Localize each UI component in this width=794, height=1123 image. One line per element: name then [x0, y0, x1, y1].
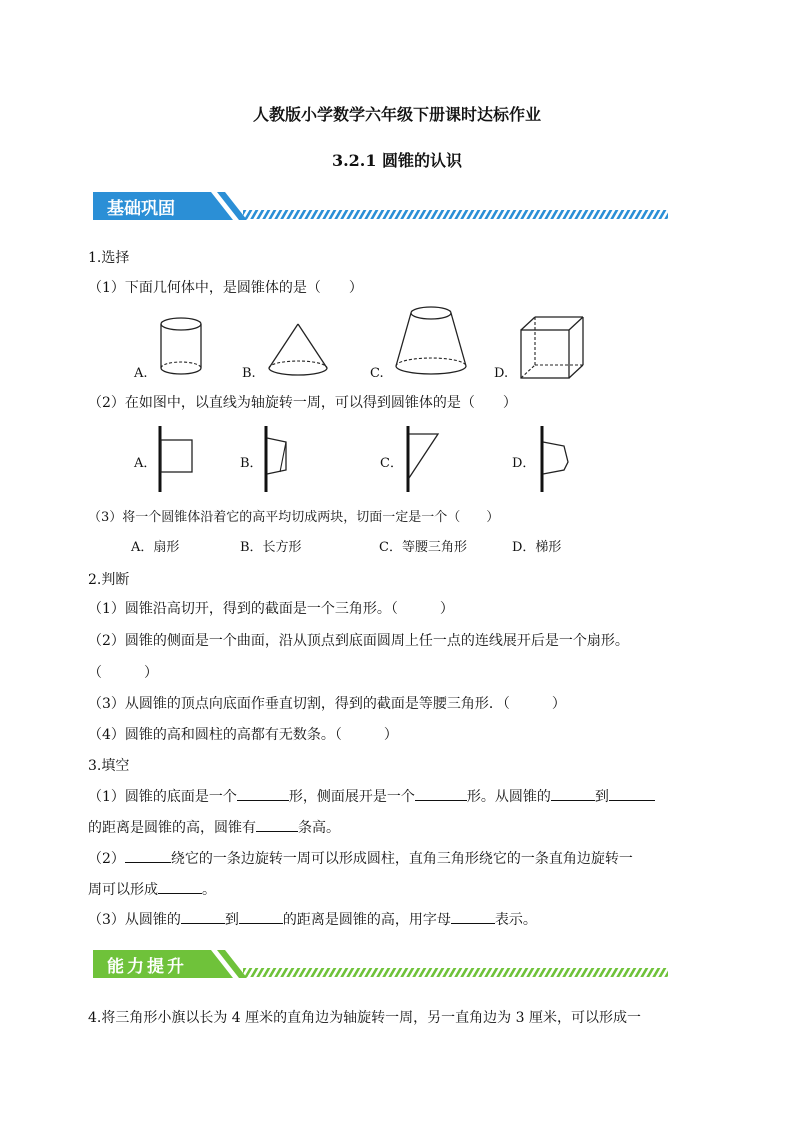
- q1-sub3-option-a: A．扇形: [131, 540, 180, 555]
- frustum-figure: [393, 304, 469, 382]
- q3-l4-text-2: 。: [202, 882, 216, 898]
- q2-item-2: （2）圆锥的侧面是一个曲面，沿从顶点到底面圆周上任一点的连线展开后是一个扇形。: [88, 633, 629, 649]
- q1-heading: 1.选择: [88, 250, 130, 266]
- q1-sub3-option-d: D．梯形: [512, 540, 562, 555]
- q1-sub3-text: （3）将一个圆锥体沿着它的高平均切成两块，切面一定是一个（ ）: [88, 510, 500, 525]
- q3-l5-text-1: （3）从圆锥的: [88, 912, 181, 928]
- q3-line-2: [88, 817, 340, 838]
- blank-field[interactable]: [415, 786, 467, 801]
- q3-line-3: [88, 848, 633, 869]
- cone-figure: [266, 322, 330, 382]
- q4-text: 4.将三角形小旗以长为 4 厘米的直角边为轴旋转一周，另一直角边为 3 厘米，可以形成一: [88, 1010, 641, 1026]
- rotation-figure-d: [538, 426, 578, 496]
- q3-l2-text-1: 的距离是圆锥的高，圆锥有: [88, 820, 256, 836]
- section-banner-ability: [93, 948, 673, 984]
- q3-line-4: [88, 879, 216, 900]
- q2-item-4: （4）圆锥的高和圆柱的高都有无数条。（ ）: [88, 727, 398, 743]
- blank-field[interactable]: [158, 879, 202, 894]
- q1-sub2-option-a: A．: [134, 456, 157, 471]
- q3-l2-text-2: 条高。: [298, 820, 340, 836]
- section-banner-basic: [93, 190, 673, 226]
- blank-field[interactable]: [125, 848, 171, 863]
- q2-item-3: （3）从圆锥的顶点向底面作垂直切割，得到的截面是等腰三角形．（ ）: [88, 696, 566, 712]
- q3-l1-text-2: 形，侧面展开是一个: [288, 789, 415, 805]
- cylinder-figure: [158, 316, 204, 382]
- rotation-figure-b: [262, 426, 302, 496]
- blank-field[interactable]: [237, 786, 289, 801]
- q1-sub1-option-d: D.: [494, 366, 509, 381]
- section-title-ability: 能力提升: [107, 957, 187, 977]
- q3-l5-text-2: 到: [224, 912, 239, 928]
- rotation-figure-c: [404, 426, 444, 496]
- blank-field[interactable]: [239, 909, 283, 924]
- q1-sub1-option-b: B.: [242, 366, 256, 381]
- q2-heading: 2.判断: [88, 572, 130, 588]
- q1-sub1-option-c: C.: [370, 366, 384, 381]
- q3-l3-text-1: （2）: [88, 851, 125, 867]
- q1-sub3-option-b: B．长方形: [240, 540, 302, 555]
- q3-l5-text-3: 的距离是圆锥的高，用字母: [282, 912, 451, 928]
- q3-l1-text-3: 形。从圆锥的: [466, 789, 551, 805]
- q1-sub1-option-a: A.: [134, 366, 148, 381]
- q3-line-5: [88, 909, 537, 930]
- q3-l5-text-4: 表示。: [494, 912, 537, 928]
- q1-sub2-option-c: C．: [380, 456, 403, 471]
- q2-item-1: （1）圆锥沿高切开，得到的截面是一个三角形。（ ）: [88, 601, 454, 617]
- q3-line-1: [88, 786, 655, 807]
- blank-field[interactable]: [451, 909, 495, 924]
- q1-sub2-option-b: B．: [240, 456, 263, 471]
- q1-sub2-text: （2）在如图中，以直线为轴旋转一周，可以得到圆锥体的是（ ）: [88, 395, 517, 411]
- blank-field[interactable]: [256, 817, 298, 832]
- q1-sub3-option-c: C．等腰三角形: [379, 540, 467, 555]
- blank-field[interactable]: [551, 786, 595, 801]
- q3-l3-text-2: 绕它的一条边旋转一周可以形成圆柱，直角三角形绕它的一条直角边旋转一: [170, 851, 633, 867]
- q3-l1-text-1: （1）圆锥的底面是一个: [88, 789, 237, 805]
- q2-item-2-cont: （ ）: [88, 665, 158, 681]
- q3-l4-text-1: 周可以形成: [88, 882, 158, 898]
- q1-sub2-option-d: D．: [512, 456, 536, 471]
- section-title-basic: 基础巩固: [107, 199, 175, 219]
- blank-field[interactable]: [609, 786, 655, 801]
- cube-figure: [518, 314, 586, 386]
- page-title: 人教版小学数学六年级下册课时达标作业: [252, 105, 541, 124]
- q1-sub1-text: （1）下面几何体中，是圆锥体的是（ ）: [88, 280, 363, 296]
- q3-l1-text-4: 到: [594, 789, 609, 805]
- page-subtitle: 3.2.1 圆锥的认识: [331, 151, 463, 170]
- q3-heading: 3.填空: [88, 758, 130, 774]
- blank-field[interactable]: [181, 909, 225, 924]
- rotation-figure-a: [156, 426, 196, 496]
